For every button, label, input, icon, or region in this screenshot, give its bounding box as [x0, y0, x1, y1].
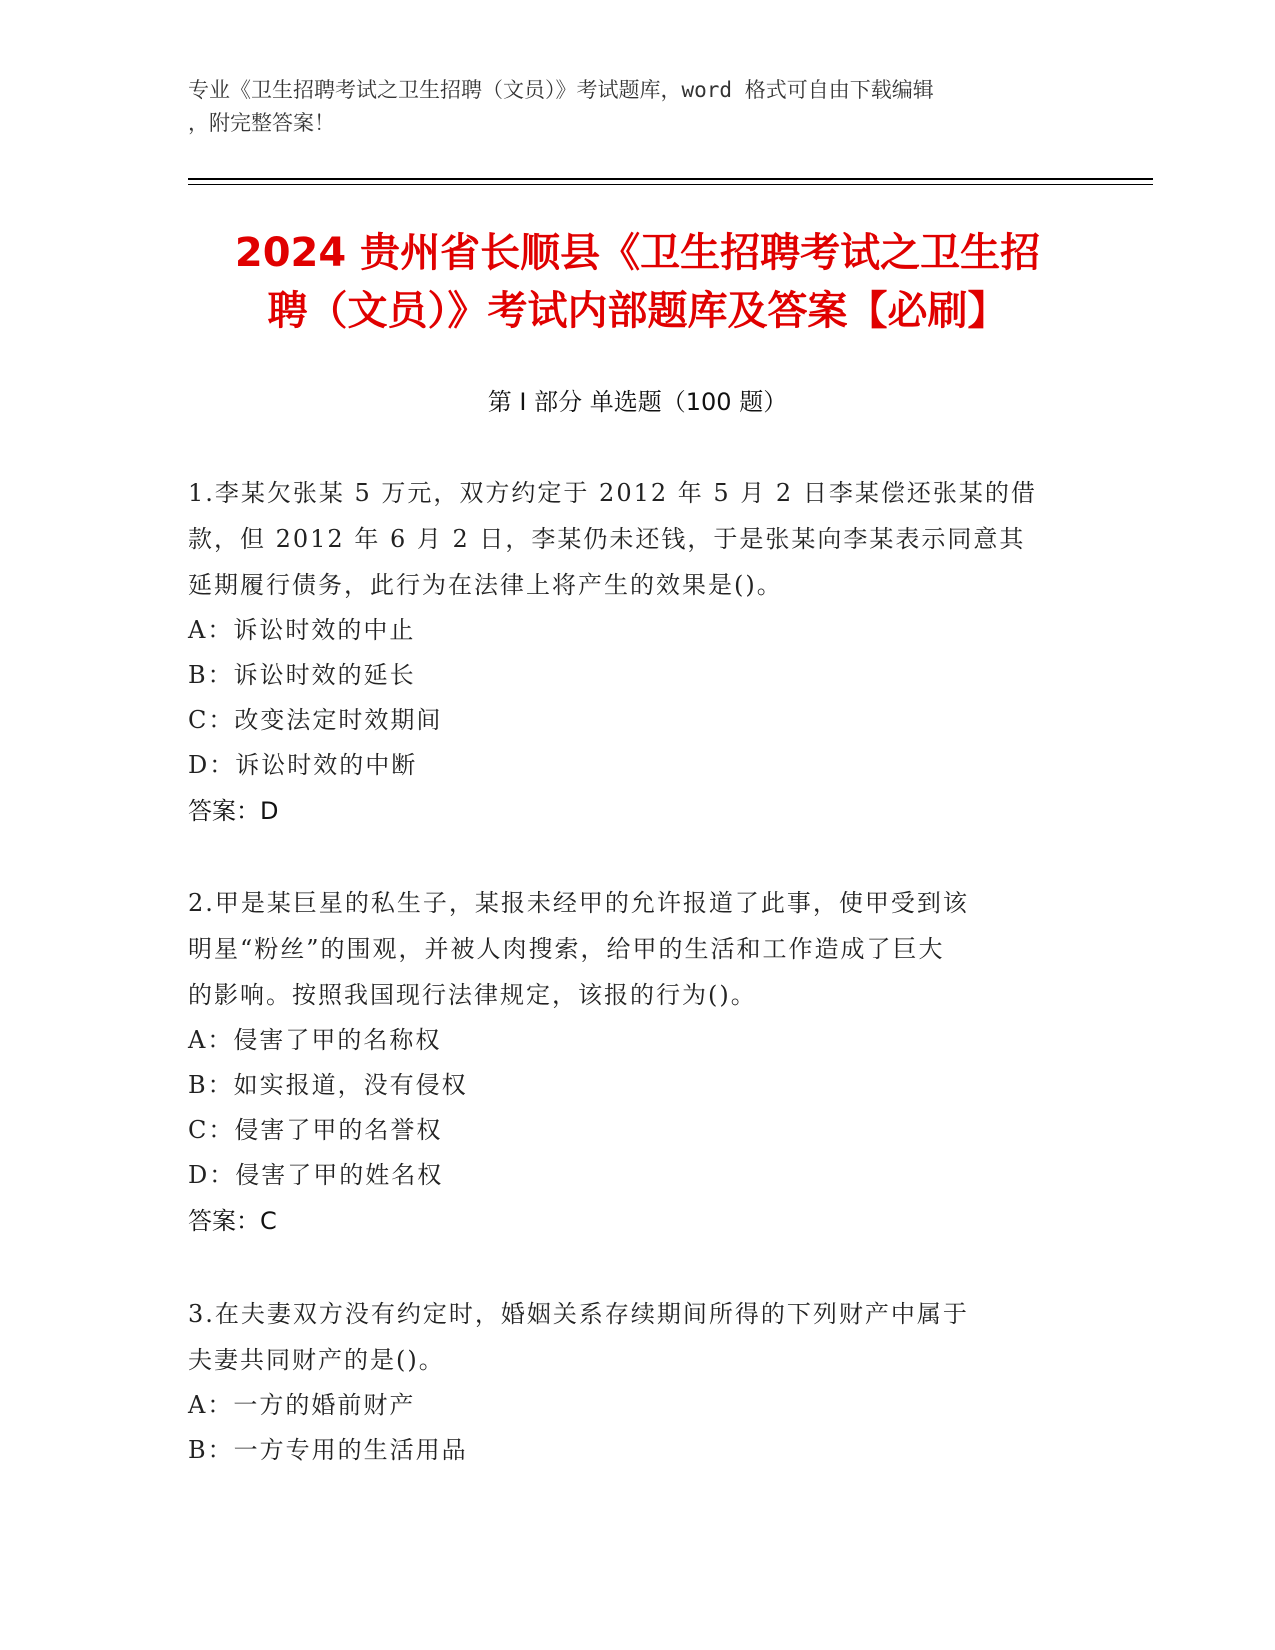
option-b: B：一方专用的生活用品: [188, 1436, 468, 1464]
question-1: [188, 470, 1068, 834]
header-divider: [188, 178, 1153, 180]
section-title: 第 I 部分 单选题（100 题）: [487, 388, 788, 416]
header-note: [188, 74, 1088, 140]
header-note-line: 专业《卫生招聘考试之卫生招聘（文员）》考试题库，word 格式可自由下载编辑: [188, 78, 934, 102]
question-stem-line: 夫妻共同财产的是()。: [188, 1346, 445, 1374]
option-a: A：侵害了甲的名称权: [188, 1026, 442, 1054]
question-stem-line: 明星“粉丝”的围观，并被人肉搜索，给甲的生活和工作造成了巨大: [188, 935, 945, 963]
page-title: [150, 224, 1125, 340]
option-c: C：改变法定时效期间: [188, 706, 443, 734]
answer: 答案：D: [188, 797, 279, 825]
question-stem-line: 延期履行债务，此行为在法律上将产生的效果是()。: [188, 571, 783, 599]
question-stem-line: 2.甲是某巨星的私生子，某报未经甲的允许报道了此事，使甲受到该: [188, 889, 969, 917]
option-d: D：侵害了甲的姓名权: [188, 1161, 444, 1189]
header-note-line: ，附完整答案！: [188, 111, 335, 135]
page-title-line: 2024 贵州省长顺县《卫生招聘考试之卫生招: [234, 230, 1041, 276]
header-divider-thin: [188, 184, 1153, 185]
option-d: D：诉讼时效的中断: [188, 751, 418, 779]
question-stem-line: 款，但 2012 年 6 月 2 日，李某仍未还钱，于是张某向李某表示同意其: [188, 525, 1026, 553]
option-b: B：如实报道，没有侵权: [188, 1071, 468, 1099]
question-stem-line: 1.李某欠张某 5 万元，双方约定于 2012 年 5 月 2 日李某偿还张某的借: [188, 479, 1037, 507]
option-a: A：一方的婚前财产: [188, 1391, 416, 1419]
option-b: B：诉讼时效的延长: [188, 661, 416, 689]
question-2: [188, 880, 1068, 1244]
option-c: C：侵害了甲的名誉权: [188, 1116, 443, 1144]
page-title-line: 聘（文员）》考试内部题库及答案【必刷】: [267, 288, 1008, 334]
question-3: [188, 1291, 1068, 1473]
question-stem-line: 的影响。按照我国现行法律规定，该报的行为()。: [188, 981, 757, 1009]
option-a: A：诉讼时效的中止: [188, 616, 416, 644]
question-stem-line: 3.在夫妻双方没有约定时，婚姻关系存续期间所得的下列财产中属于: [188, 1300, 969, 1328]
answer: 答案：C: [188, 1207, 277, 1235]
